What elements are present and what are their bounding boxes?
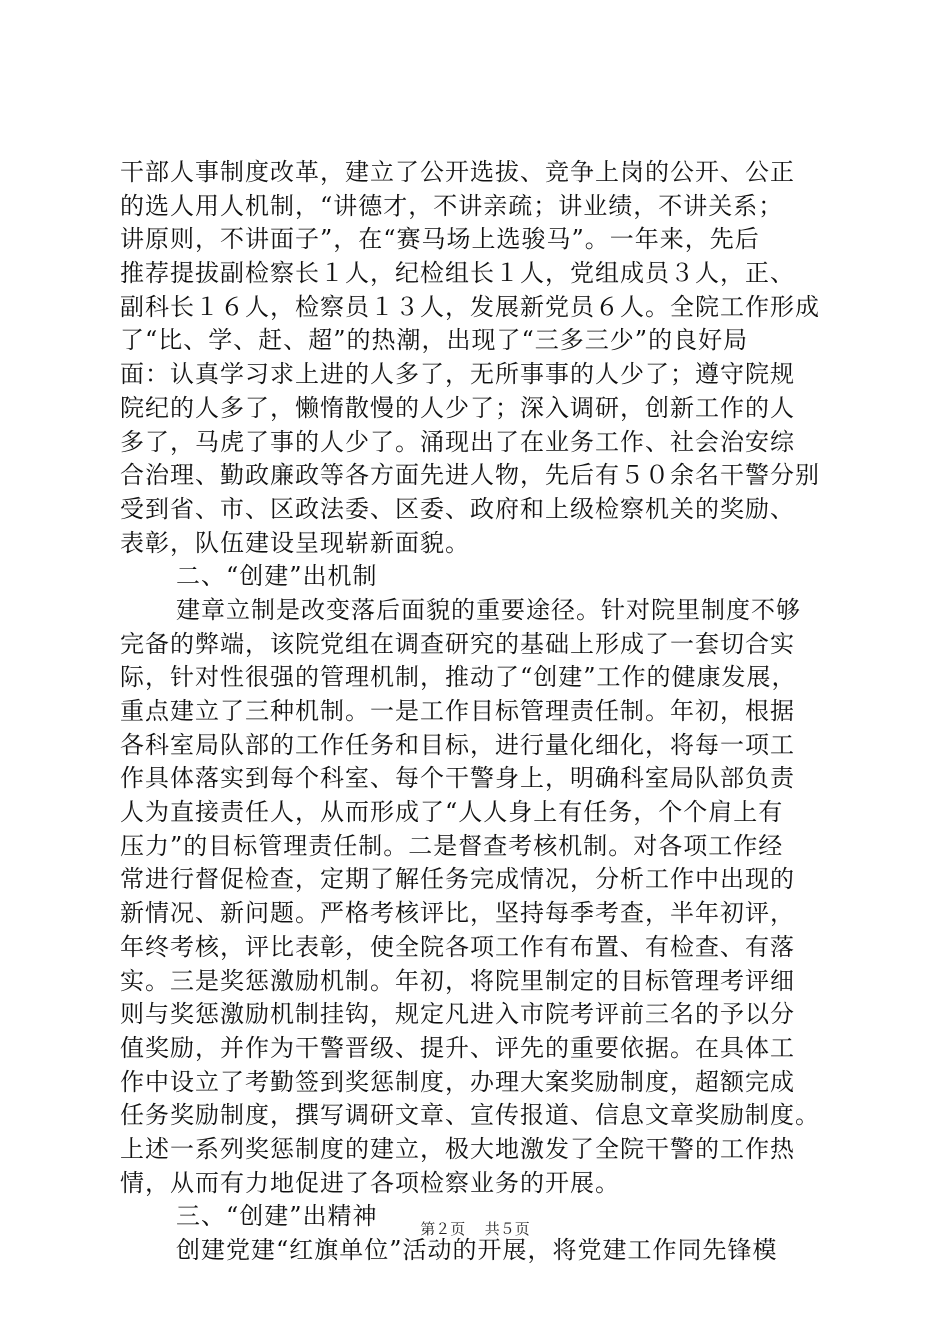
text-line: 则与奖惩激励机制挂钩，规定凡进入市院考评前三名的予以分 <box>120 1000 795 1029</box>
text-line: 合治理、勤政廉政等各方面先进人物，先后有５０余名干警分别 <box>120 461 820 490</box>
text-line: 了“比、学、赶、超”的热潮，出现了“三多三少”的良好局 <box>120 326 749 355</box>
text-line: 重点建立了三种机制。一是工作目标管理责任制。年初，根据 <box>120 697 795 725</box>
page-total: 共５页 <box>484 1220 530 1238</box>
text-line: 值奖励，并作为干警晋级、提升、评先的重要依据。在具体工 <box>120 1033 795 1062</box>
text-line: 讲原则，不讲面子”，在“赛马场上选骏马”。一年来，先后 <box>120 225 760 254</box>
document-body <box>120 156 852 1268</box>
text-line: 创建党建“红旗单位”活动的开展，将党建工作同先锋模 <box>176 1236 778 1264</box>
text-line: 表彰，队伍建设呈现崭新面貌。 <box>120 528 470 557</box>
text-line: 作中设立了考勤签到奖惩制度，办理大案奖励制度，超额完成 <box>120 1067 795 1096</box>
text-line: 上述一系列奖惩制度的建立，极大地激发了全院干警的工作热 <box>120 1134 795 1163</box>
text-line: 情，从而有力地促进了各项检察业务的开展。 <box>120 1168 620 1197</box>
text-line: 副科长１６人，检察员１３人，发展新党员６人。全院工作形成 <box>120 292 820 321</box>
text-line: 实。三是奖惩激励机制。年初，将院里制定的目标管理考评细 <box>120 966 795 995</box>
text-line: 多了，马虎了事的人少了。涌现出了在业务工作、社会治安综 <box>120 427 795 456</box>
text-line: 年终考核，评比表彰，使全院各项工作有布置、有检查、有落 <box>120 932 795 961</box>
text-line: 各科室局队部的工作任务和目标，进行量化细化，将每一项工 <box>120 730 795 759</box>
text-line: 二、“创建”出机制 <box>176 562 378 591</box>
page-number: 第２页 <box>420 1220 466 1238</box>
text-line: 压力”的目标管理责任制。二是督查考核机制。对各项工作经 <box>120 831 784 860</box>
text-line: 人为直接责任人，从而形成了“人人身上有任务，个个肩上有 <box>120 798 784 827</box>
text-line: 任务奖励制度，撰写调研文章、宣传报道、信息文章奖励制度。 <box>120 1101 820 1130</box>
text-line: 常进行督促检查，定期了解任务完成情况，分析工作中出现的 <box>120 865 795 894</box>
text-line: 建章立制是改变落后面貌的重要途径。针对院里制度不够 <box>176 595 801 624</box>
page-footer <box>0 1218 950 1239</box>
text-line: 作具体落实到每个科室、每个干警身上，明确科室局队部负责 <box>120 764 795 793</box>
text-line: 推荐提拔副检察长１人，纪检组长１人，党组成员３人，正、 <box>120 259 795 288</box>
text-line: 受到省、市、区政法委、区委、政府和上级检察机关的奖励、 <box>120 494 795 523</box>
text-line: 院纪的人多了，懒惰散慢的人少了；深入调研，创新工作的人 <box>120 393 795 422</box>
text-line: 新情况、新问题。严格考核评比，坚持每季考查，半年初评， <box>120 899 795 928</box>
text-line: 的选人用人机制，“讲德才，不讲亲疏；讲业绩，不讲关系； <box>120 191 784 220</box>
text-line: 三、“创建”出精神 <box>176 1202 378 1231</box>
text-line: 面：认真学习求上进的人多了，无所事事的人少了；遵守院规 <box>120 360 795 389</box>
text-line: 干部人事制度改革，建立了公开选拔、竞争上岗的公开、公正 <box>120 158 795 186</box>
text-line: 完备的弊端，该院党组在调查研究的基础上形成了一套切合实 <box>120 629 795 658</box>
text-line: 际，针对性很强的管理机制，推动了“创建”工作的健康发展， <box>120 663 797 692</box>
